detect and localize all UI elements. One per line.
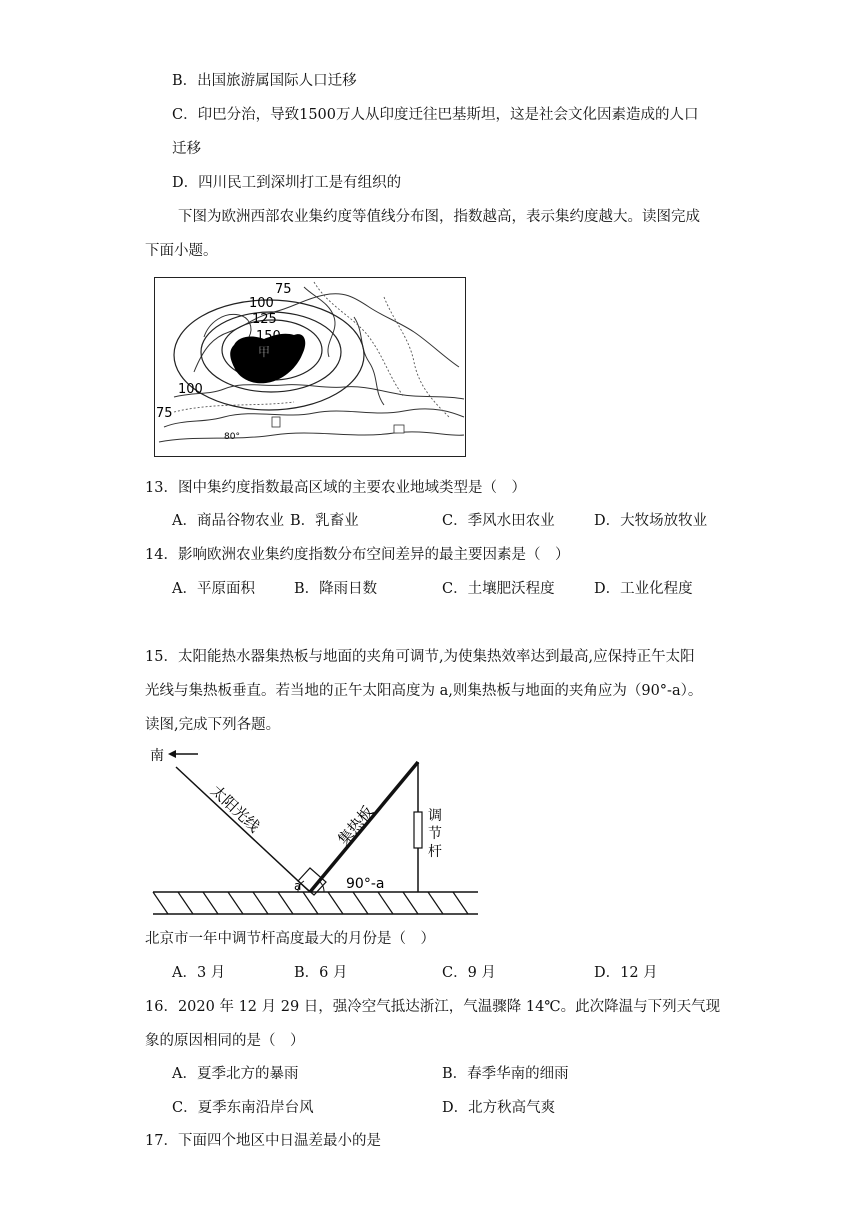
q13-stem: 13．图中集约度指数最高区域的主要农业地域类型是（ ） (145, 480, 526, 496)
q15-option-b: B．6 月 (294, 965, 348, 981)
map-label-150: 150 (256, 329, 281, 344)
q16-option-b: B．春季华南的细雨 (442, 1066, 569, 1082)
q14-option-c: C．土壤肥沃程度 (442, 581, 555, 597)
map-label-75: 75 (275, 282, 292, 297)
rod-label-2: 节 (428, 826, 442, 842)
intro-line-2: 下面小题。 (145, 243, 218, 259)
sunlight-line (176, 767, 310, 892)
option-c-text: C．印巴分治，导致1500万人从印度迁往巴基斯坦，这是社会文化因素造成的人口 (172, 107, 699, 123)
q16-line-2: 象的原因相同的是（ ） (145, 1033, 305, 1049)
q14-option-d: D．工业化程度 (594, 581, 693, 597)
europe-intensity-map (154, 277, 466, 457)
q14-stem: 14．影响欧洲农业集约度指数分布空间差异的最主要因素是（ ） (145, 547, 570, 563)
option-d-text: D．四川民工到深圳打工是有组织的 (172, 175, 402, 191)
q14-option-b: B．降雨日数 (294, 581, 378, 597)
map-label-jia: 甲 (258, 345, 271, 359)
q14-option-a: A．平原面积 (172, 581, 255, 597)
q15-option-c: C．9 月 (442, 965, 496, 981)
q16-line-1: 16．2020 年 12 月 29 日，强冷空气抵达浙江，气温骤降 14℃。此次降温与下列天气现 (145, 999, 721, 1015)
rod-label-3: 杆 (428, 844, 442, 860)
intro-line-1: 下图为欧洲西部农业集约度等值线分布图，指数越高，表示集约度越大。读图完成 (178, 209, 700, 225)
q15-line-1: 15．太阳能热水器集热板与地面的夹角可调节,为使集热效率达到最高,应保持正午太阳 (145, 649, 695, 665)
q15-option-d: D．12 月 (594, 965, 658, 981)
map-label-125: 125 (252, 312, 277, 327)
map-label-100-b: 100 (178, 382, 203, 397)
panel-label: 集热板 (334, 802, 377, 849)
rod-sleeve (414, 812, 422, 848)
map-label-75-b: 75 (156, 406, 173, 421)
ground-hatch (153, 892, 468, 914)
q16-option-c: C．夏季东南沿岸台风 (172, 1100, 314, 1116)
q15-option-a: A．3 月 (172, 965, 226, 981)
q15-line-2: 光线与集热板垂直。若当地的正午太阳高度为 a,则集热板与地面的夹角应为（90°-a）。 (145, 683, 703, 699)
south-label: 南 (150, 748, 164, 764)
rod-label-1: 调 (428, 808, 442, 824)
q13-option-d: D．大牧场放牧业 (594, 513, 708, 529)
q15-stem: 北京市一年中调节杆高度最大的月份是（ ） (145, 931, 435, 947)
q16-option-d: D．北方秋高气爽 (442, 1100, 556, 1116)
angle-a-label: a (294, 879, 302, 893)
option-c-text-cont: 迁移 (172, 141, 201, 157)
option-b-text: B．出国旅游属国际人口迁移 (172, 73, 357, 89)
map-label-80: 80° (224, 432, 240, 442)
q17-stem: 17．下面四个地区中日温差最小的是 (145, 1133, 381, 1149)
south-arrowhead (168, 750, 176, 758)
q13-option-a: A．商品谷物农业 (172, 513, 284, 529)
q15-line-3: 读图,完成下列各题。 (145, 717, 281, 733)
angle-b-label: 90°-a (346, 876, 385, 892)
q16-option-a: A．夏季北方的暴雨 (172, 1066, 299, 1082)
solar-panel-diagram (148, 742, 482, 918)
sunlight-label: 太阳光线 (207, 781, 264, 836)
q13-option-c: C．季风水田农业 (442, 513, 555, 529)
q13-option-b: B．乳畜业 (290, 513, 359, 529)
map-label-100: 100 (249, 296, 274, 311)
